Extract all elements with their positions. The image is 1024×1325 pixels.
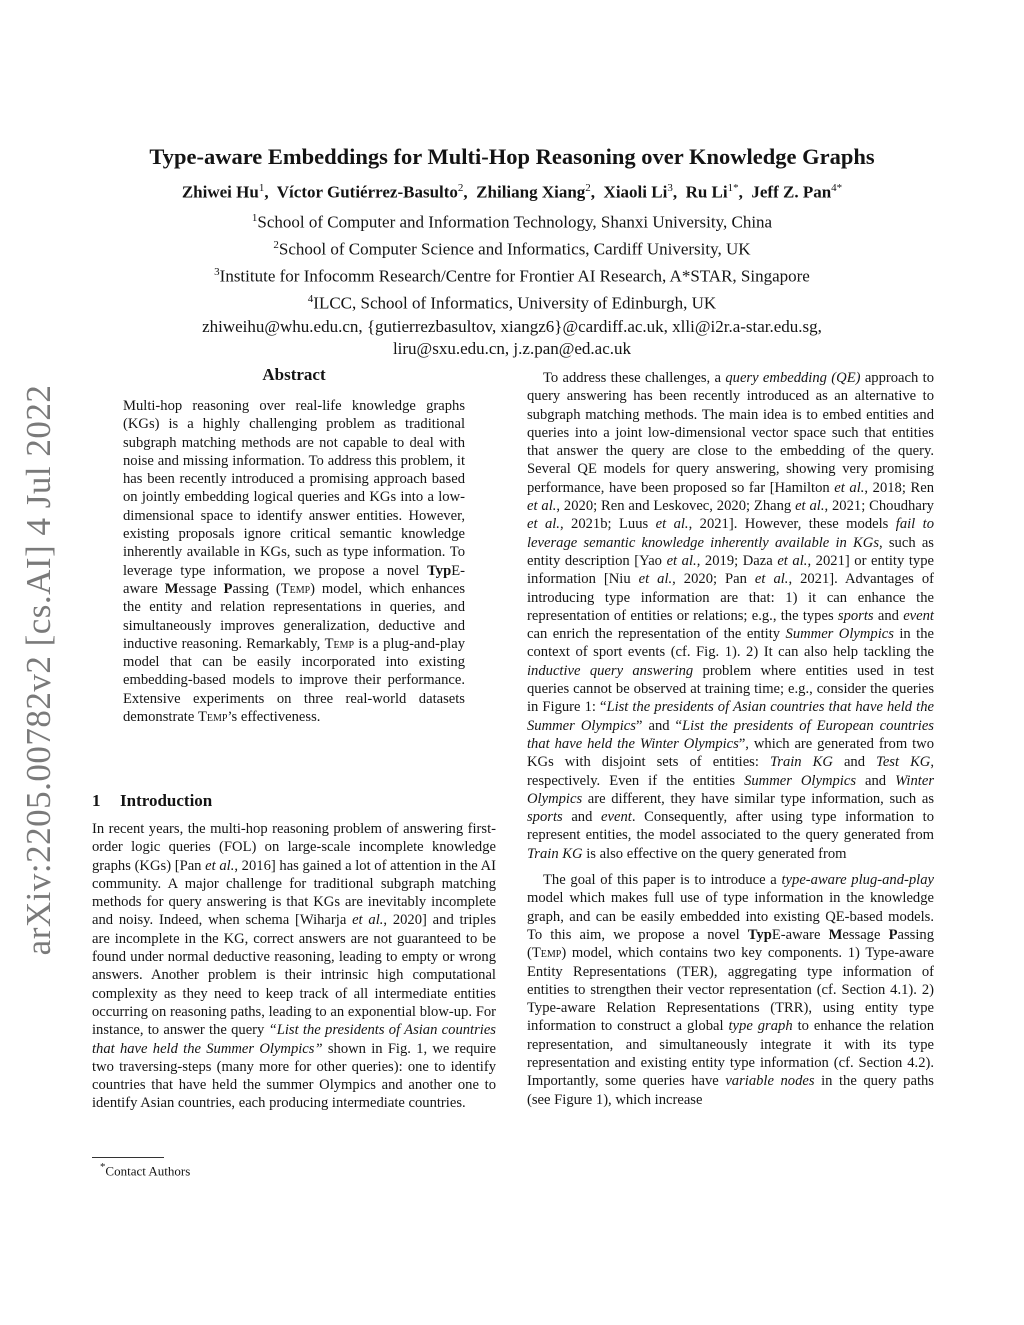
arxiv-sidebar — [14, 380, 64, 960]
arxiv-identifier: arXiv:2205.00782v2 [cs.AI] 4 Jul 2022 — [19, 384, 58, 956]
abstract-body: Multi-hop reasoning over real-life knowledge graphs (KGs) is a highly challenging problem as traditional subgraph matching methods are not capable to deal with noise and missing information. To address this problem, it has been recently introduced a promising approach based on jointly embedding logical queries and KGs into a low-dimensional space to identify answer entities. However, existing proposals ignore critical semantic knowledge inherently available in KGs, such as type information. To leverage type information, we propose a novel TypE-aware Message Passing (Temp) model, which enhances the entity and relation representations in queries, and simultaneously improves generalization, deductive and inductive reasoning. Remarkably, Temp is a plug-and-play model that can be easily incorporated into existing embedding-based models to improve their performance. Extensive experiments on three real-world datasets demonstrate Temp’s effectiveness. — [123, 398, 465, 726]
author-mark: 2 — [457, 182, 464, 194]
author-mark: 3 — [667, 182, 673, 194]
affiliation-text: School of Computer and Information Technology, Shanxi University, China — [257, 212, 773, 232]
footnote-text: Contact Authors — [105, 1163, 191, 1179]
author-name: Zhiwei Hu — [181, 182, 259, 202]
author-list: Zhiwei Hu$^1$, Víctor Gutiérrez-Basulto$^2$, Zhiliang Xiang$^2$, Xiaoli Li$^3$, Ru $Li^{1*}$, Jeff Z. Pan$^{4*}$ — [181, 182, 843, 202]
author-name: Jeff Z. Pan — [751, 182, 832, 202]
email-line: liru@sxu.edu.cn, j.z.pan@ed.ac.uk — [392, 339, 632, 359]
section-title: Introduction — [120, 791, 213, 810]
affiliation-text: School of Computer Science and Informatics, Cardiff University, UK — [278, 239, 751, 259]
abstract-heading: Abstract — [262, 365, 326, 384]
affiliation — [80, 288, 944, 315]
email-line: zhiweihu@whu.edu.cn, {gutierrezbasultov, xiangz6}@cardiff.ac.uk, xlli@i2r.a-star.edu.sg, — [202, 316, 822, 336]
section-heading — [92, 791, 212, 811]
author-mark: 1* — [727, 182, 739, 194]
paragraph: The goal of this paper is to introduce a type-aware plug-and-play model which makes full use of type information in the knowledge graph, and can be easily embedded into existing QE-based models. To this aim, we propose a novel TypE-aware Message Passing (Temp) model, which contains two key components. 1) Type-aware Entity Representations (TER), aggregating type information of entities to strengthen their vector representation (cf. Section 4.1). 2) Type-aware Relation Representations (TRR), using entity type information to construct a global type graph to enhance the relation representation, and simultaneously integrate it with its type representation and existing entity type information (cf. Section 4.2). Importantly, some queries have variable nodes in the query paths (see Figure 1), which increase — [527, 872, 934, 1108]
author-name: Zhiliang Xiang — [476, 182, 586, 202]
affiliation-mark: 2 — [273, 239, 279, 252]
footnote-rule — [92, 1157, 164, 1158]
author-name: Ru Li — [685, 182, 728, 202]
author-name: Víctor Gutiérrez-Basulto — [276, 182, 458, 202]
affiliation — [80, 261, 944, 288]
affiliation — [80, 207, 944, 234]
affiliation-mark: 1 — [251, 212, 258, 224]
right-column-body — [527, 369, 934, 1109]
author-mark: 4* — [831, 182, 843, 194]
author-name: Xiaoli Li — [603, 182, 668, 202]
footnote-mark: * — [100, 1161, 106, 1173]
affiliation-list — [80, 207, 944, 361]
affiliation-text: ILCC, School of Informatics, University of Edinburgh, UK — [313, 294, 717, 314]
affiliation-mark: 3 — [214, 266, 220, 279]
paragraph: To address these challenges, a query embedding (QE) approach to query answering has been recently introduced as an alternative to subgraph matching methods. The main idea is to embed entities and queries into a joint low-dimensional vector space such that entities that answer the query are close to the embedding of the query. Several QE models for query answering, showing very promising performance, have been proposed so far [Hamilton et al., 2018; Ren et al., 2020; Ren and Leskovec, 2020; Zhang et al., 2021; Choudhary et al., 2021b; Luus et al., 2021]. However, these models fail to leverage semantic knowledge inherently available in KGs, such as entity description [Yao et al., 2019; Daza et al., 2021] or entity type information [Niu et al., 2020; Pan et al., 2021]. Advantages of introducing type information are that: 1) it can enhance the representation of entities or relations; e.g., the types sports and event can enrich the representation of the entity Summer Olympics in the context of sport events (cf. Fig. 1). 2) It can also help tackling the inductive query answering problem where entities used in test queries cannot be observed at training time; e.g., consider the queries in Figure 1: “List the presidents of Asian countries that have held the Summer Olympics” and “List the presidents of European countries that have held the Winter Olympics”, which are generated from two KGs with disjoint sets of entities: Train KG and Test KG, respectively. Even if the entities Summer Olympics and Winter Olympics are different, they have similar type information, such as sports and event. Consequently, after using type information to represent entities, the model associated to the query generated from Train KG is also effective on the query generated from — [527, 370, 935, 862]
author-mark: 2 — [585, 182, 591, 194]
footnote — [100, 1161, 190, 1179]
section-number: 1 — [92, 791, 101, 810]
introduction-body: In recent years, the multi-hop reasoning problem of answering first-order logic queries (FOL) on large-scale incomplete knowledge graphs (KGs) [Pan et al., 2016] has gained a lot of attention in the AI community. A major challenge for traditional subgraph matching methods for query answering is that KGs are inevitably incomplete and noisy. Indeed, when schema [Wiharja et al., 2020] and triples are incomplete in the KG, correct answers are not guaranteed to be found under normal deductive reasoning, leading to empty or wrong answers. Another problem is their intrinsic high computational complexity as they need to keep track of all intermediate entities occurring on reasoning paths, leading to an exponential blow-up. For instance, to answer the query “List the presidents of Asian countries that have held the Summer Olympics” shown in Fig. 1, we require two traversing-steps (many more for other queries): one to identify countries that have held the summer Olympics and another one to identify Asian countries, each producing intermediate countries. — [92, 821, 496, 1112]
paper-title: Type-aware Embeddings for Multi-Hop Reasoning over Knowledge Graphs — [149, 144, 875, 169]
author-mark: 1 — [258, 182, 265, 194]
affiliation-mark: 4 — [307, 293, 314, 306]
affiliation-text: Institute for Infocomm Research/Centre for Frontier AI Research, A*STAR, Singapore — [219, 266, 810, 286]
affiliation — [80, 234, 944, 261]
